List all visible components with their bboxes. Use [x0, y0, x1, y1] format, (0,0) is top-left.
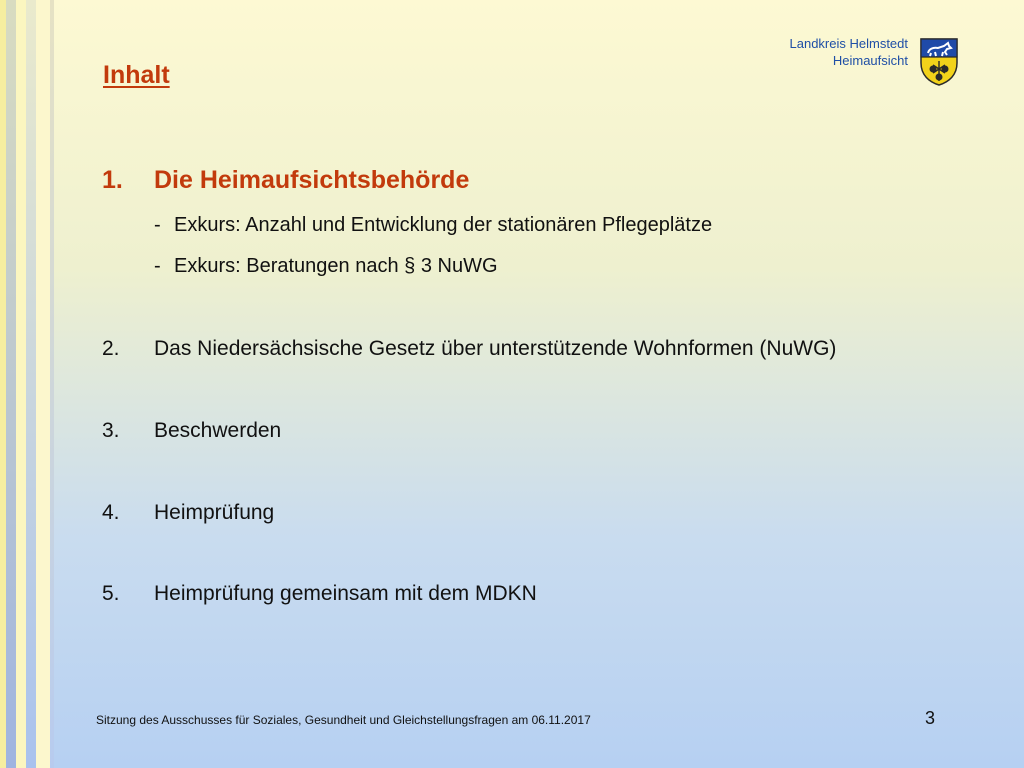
page-title: Inhalt [103, 61, 170, 89]
sub-item-text: Exkurs: Anzahl und Entwicklung der stationären Pflegeplätze [174, 214, 713, 236]
department-name: Heimaufsicht [832, 53, 908, 68]
item-number: 3. [102, 419, 120, 442]
item-number: 5. [102, 582, 120, 605]
item-text: Heimprüfung [154, 501, 275, 524]
item-text: Beschwerden [154, 419, 282, 442]
coat-of-arms-horse-icon [919, 37, 959, 87]
sub-item [154, 255, 498, 278]
sub-item-dash: - [154, 214, 161, 236]
sub-item [154, 214, 712, 237]
sub-item-text: Exkurs: Beratungen nach § 3 NuWG [174, 255, 498, 277]
sub-item-dash: - [154, 255, 161, 277]
item-number: 2. [102, 337, 120, 360]
item-text: Heimprüfung gemeinsam mit dem MDKN [154, 582, 537, 605]
item-text: Das Niedersächsische Gesetz über unterstützende Wohnformen (NuWG) [154, 337, 837, 360]
item-number: 1. [102, 166, 123, 194]
organization-label [790, 35, 909, 69]
organization-name: Landkreis Helmstedt [789, 36, 908, 51]
item-number: 4. [102, 501, 120, 524]
decorative-stripes [0, 0, 60, 768]
footer-text: Sitzung des Ausschusses für Soziales, Gesundheit und Gleichstellungsfragen am 06.11.2017 [96, 713, 591, 727]
page-number: 3 [925, 708, 936, 728]
item-text: Die Heimaufsichtsbehörde [154, 166, 470, 194]
